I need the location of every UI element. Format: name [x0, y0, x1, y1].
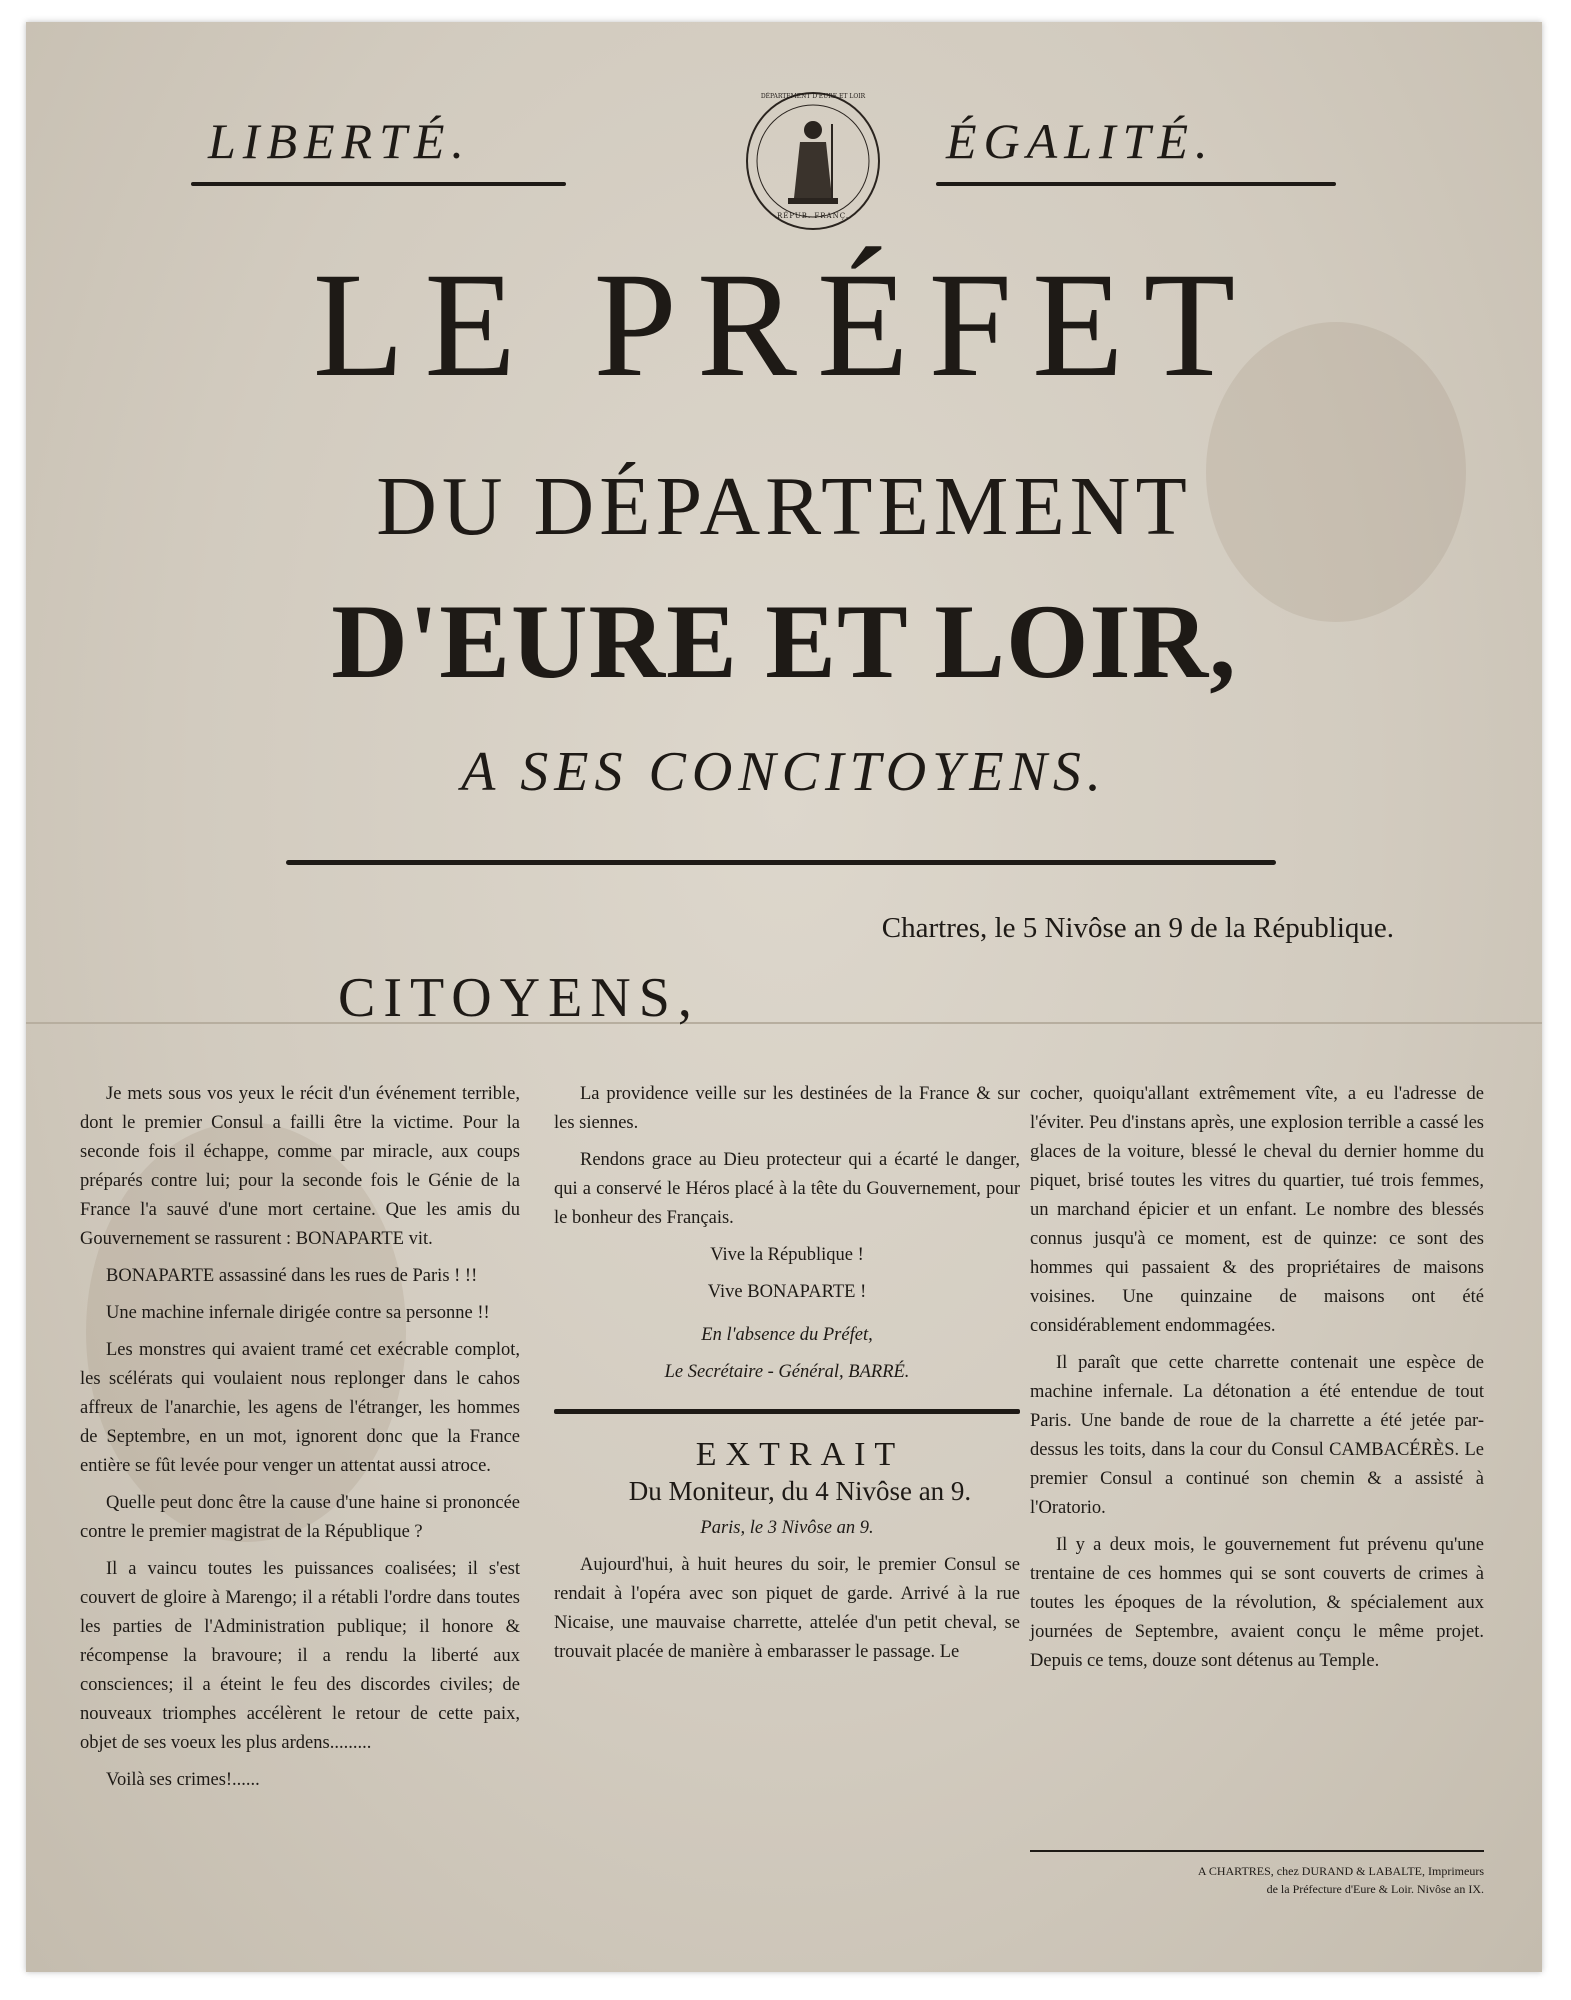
signature-absence: En l'absence du Préfet, [701, 1325, 873, 1345]
imprint-line-1: A CHARTRES, chez DURAND & LABALTE, Imprimeurs [1197, 1864, 1484, 1878]
flourish-right [936, 182, 1336, 186]
extrait-source: Du Moniteur, du 4 Nivôse an 9. [628, 1476, 972, 1506]
text-column-1 [80, 1080, 520, 1803]
paragraph: Il y a deux mois, le gouvernement fut prévenu qu'une trentaine de ces hommes qui se sont couverts de crimes à toutes les époques de la révolution, & spécialement aux journées de Septembre, avaient conçu le même projet. Depuis ce tems, douze sont détenus au Temple. [1030, 1535, 1484, 1671]
dateline: Chartres, le 5 Nivôse an 9 de la République. [881, 912, 1394, 944]
paragraph: cocher, quoiqu'allant extrêmement vîte, a eu l'adresse de l'éviter. Peu d'instans après, une explosion terrible a cassé les glaces de la voiture, blessé le cheval du dernier homme du piquet, brisé toutes les vitres du quartier, tué trois femmes, un marchand épicier et un enfant. Le nombre des blessés connus jusqu'à ce moment, est de quinze: ce sont des hommes qui passaient & des propriétaires de maisons voisines. Une quinzaine de maisons ont été considérablement endommagées. [1030, 1084, 1484, 1336]
paragraph: Voilà ses crimes!...... [106, 1770, 260, 1790]
text-column-2 [554, 1080, 1020, 1675]
seal-figure-icon [748, 94, 878, 228]
title-a-ses-concitoyens: A SES CONCITOYENS. [461, 741, 1107, 803]
poster-sheet [26, 22, 1542, 1972]
seal-inscription: DÉPARTEMENT D'EURE ET LOIR [760, 93, 866, 100]
paragraph: Aujourd'hui, à huit heures du soir, le premier Consul se rendait à l'opéra avec son piquet de garde. Arrivé à la rue Nicaise, une mauvaise charrette, attelée d'un petit cheval, se trouvait placée de manière à embarasser le passage. Le [554, 1555, 1020, 1662]
title-du-departement: DU DÉPARTEMENT [376, 460, 1192, 553]
poster-bottom-half [26, 1022, 1542, 1972]
seal-legend: RÉPUB. FRANÇ. [776, 212, 850, 220]
paragraph: Il a vaincu toutes les puissances coalisées; il s'est couvert de gloire à Marengo; il a rétabli l'ordre dans toutes les parties de l'Administration publique; il honore & récompense la bravoure; il a rendu la liberté aux consciences; il a éteint le feu des discordes civiles; de nouveaux triomphes accélèrent le retour de cette paix, objet de ses voeux les plus ardens......... [80, 1559, 520, 1753]
salutation: CITOYENS, [338, 967, 700, 1029]
paragraph: Quelle peut donc être la cause d'une haine si prononcée contre le premier magistrat de la République ? [80, 1493, 520, 1542]
paragraph: Il paraît que cette charrette contenait une espèce de machine infernale. La détonation a été entendue de tout Paris. Une bande de roue de la charrette a été jetée par-dessus les toits, dans la cour du Consul CAMBACÉRÈS. Le premier Consul a continué son chemin & a assisté à l'Oratorio. [1030, 1353, 1484, 1518]
cheer-bonaparte: Vive BONAPARTE ! [707, 1282, 867, 1302]
title-divider [286, 860, 1276, 865]
poster-top-half [26, 22, 1542, 1029]
title-eure-et-loir: D'EURE ET LOIR, [331, 583, 1237, 700]
title-le-prefet: LE PRÉFET [312, 242, 1256, 408]
signature-secretaire: Le Secrétaire - Général, BARRÉ. [664, 1362, 910, 1382]
extrait-heading: EXTRAIT [695, 1436, 905, 1473]
paragraph: BONAPARTE assassiné dans les rues de Paris ! !! [106, 1266, 478, 1286]
department-seal [746, 92, 880, 230]
paragraph: La providence veille sur les destinées de la France & sur les siennes. [554, 1084, 1020, 1133]
flourish-left [191, 182, 566, 186]
extrait-place-date: Paris, le 3 Nivôse an 9. [700, 1518, 874, 1538]
paragraph: Rendons grace au Dieu protecteur qui a écarté le danger, qui a conservé le Héros placé à la tête du Gouvernement, pour le bonheur des Français. [554, 1150, 1020, 1228]
paragraph: Je mets sous vos yeux le récit d'un événement terrible, dont le premier Consul a failli être la victime. Pour la seconde fois il échappe, comme par miracle, aux coups préparés contre lui; pour la seconde fois le Génie de la France l'a sauvé d'une mort certaine. Que les amis du Gouvernement se rassurent : BONAPARTE vit. [80, 1084, 520, 1249]
paragraph: Une machine infernale dirigée contre sa personne !! [106, 1303, 490, 1323]
cheer-republique: Vive la République ! [710, 1245, 864, 1265]
paragraph: Les monstres qui avaient tramé cet exécrable complot, les scélérats qui voulaient nous replonger dans le cahos affreux de l'anarchie, les agens de l'étranger, les hommes de Septembre, en un mot, ignorent donc que la France entière se fût levée pour venger un attentat aussi atroce. [80, 1340, 520, 1476]
text-column-3 [1030, 1080, 1484, 1684]
motto-liberte: LIBERTÉ. [208, 113, 471, 169]
imprint-line-2: de la Préfecture d'Eure & Loir. Nivôse an IX. [1266, 1882, 1484, 1896]
motto-egalite: ÉGALITÉ. [946, 113, 1215, 169]
column-divider [554, 1409, 1020, 1414]
printer-imprint [1030, 1850, 1484, 1898]
